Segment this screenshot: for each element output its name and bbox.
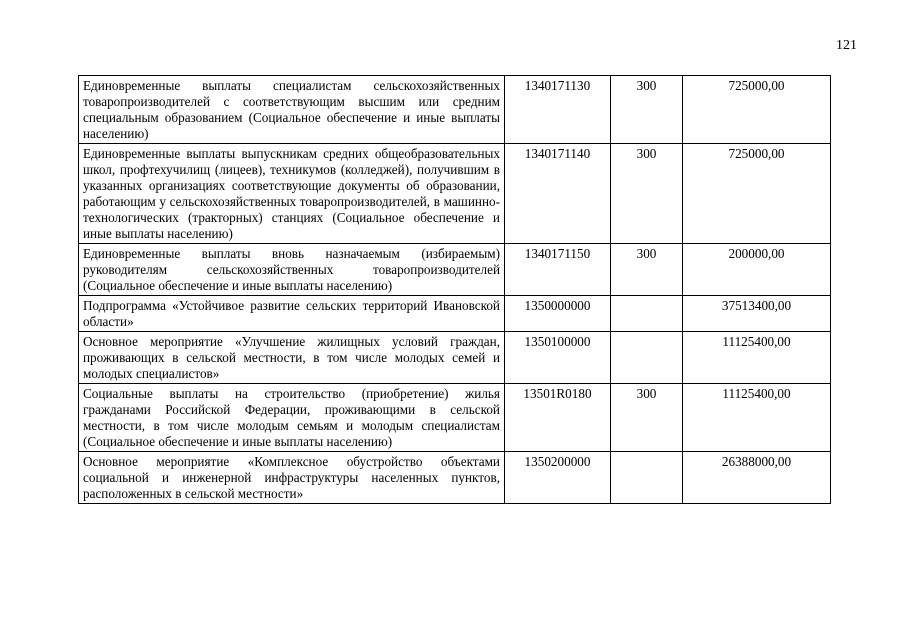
table-row bbox=[79, 296, 831, 332]
row-code: 1350200000 bbox=[505, 452, 611, 504]
table-row bbox=[79, 452, 831, 504]
row-description: Единовременные выплаты специалистам сельскохозяйственных товаропроизводителей с соответствующим высшим или средним специальным образованием (Социальное обеспечение и иные выплаты населению) bbox=[79, 76, 505, 144]
row-description: Подпрограмма «Устойчивое развитие сельских территорий Ивановской области» bbox=[79, 296, 505, 332]
row-description: Единовременные выплаты вновь назначаемым (избираемым) руководителям сельскохозяйственных товаропроизводителей (Социальное обеспечение и иные выплаты населению) bbox=[79, 244, 505, 296]
row-amount: 725000,00 bbox=[683, 144, 831, 244]
row-expense-type bbox=[611, 296, 683, 332]
row-description: Социальные выплаты на строительство (приобретение) жилья гражданами Российской Федерации, проживающими в сельской местности, в том числе молодым семьям и молодым специалистам (Социальное обеспечение и иные выплаты населению) bbox=[79, 384, 505, 452]
row-code: 1340171150 bbox=[505, 244, 611, 296]
table-row bbox=[79, 244, 831, 296]
row-amount: 200000,00 bbox=[683, 244, 831, 296]
budget-table bbox=[78, 75, 831, 504]
table-row bbox=[79, 144, 831, 244]
row-expense-type: 300 bbox=[611, 144, 683, 244]
row-amount: 37513400,00 bbox=[683, 296, 831, 332]
table-row bbox=[79, 76, 831, 144]
row-code: 1350000000 bbox=[505, 296, 611, 332]
row-description: Основное мероприятие «Комплексное обустройство объектами социальной и инженерной инфраструктуры населенных пунктов, расположенных в сельской местности» bbox=[79, 452, 505, 504]
row-expense-type: 300 bbox=[611, 244, 683, 296]
row-expense-type bbox=[611, 332, 683, 384]
row-description: Единовременные выплаты выпускникам средних общеобразовательных школ, профтехучилищ (лицеев), техникумов (колледжей), получившим в указанных организациях соответствующие документы об образовании, работающим у сельскохозяйственных товаропроизводителей, в машинно-технологических (тракторных) станциях (Социальное обеспечение и иные выплаты населению) bbox=[79, 144, 505, 244]
table-row bbox=[79, 332, 831, 384]
table-row bbox=[79, 384, 831, 452]
row-code: 1350100000 bbox=[505, 332, 611, 384]
row-code: 1340171130 bbox=[505, 76, 611, 144]
row-amount: 26388000,00 bbox=[683, 452, 831, 504]
row-code: 1340171140 bbox=[505, 144, 611, 244]
row-expense-type: 300 bbox=[611, 384, 683, 452]
row-amount: 725000,00 bbox=[683, 76, 831, 144]
row-description: Основное мероприятие «Улучшение жилищных условий граждан, проживающих в сельской местности, в том числе молодых семей и молодых специалистов» bbox=[79, 332, 505, 384]
row-expense-type: 300 bbox=[611, 76, 683, 144]
row-amount: 11125400,00 bbox=[683, 332, 831, 384]
row-expense-type bbox=[611, 452, 683, 504]
row-code: 13501R0180 bbox=[505, 384, 611, 452]
row-amount: 11125400,00 bbox=[683, 384, 831, 452]
page-number: 121 bbox=[836, 38, 857, 53]
